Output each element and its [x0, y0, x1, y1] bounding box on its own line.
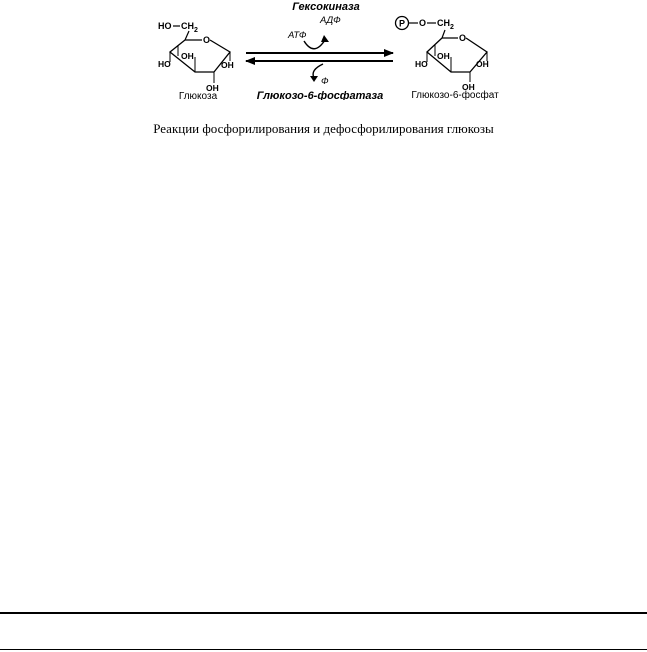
- hexokinase-label: Гексокиназа: [292, 1, 360, 13]
- glucose-phosphorylation-diagram: [0, 0, 647, 100]
- product-ch2-label: $CH_2$: [437, 18, 454, 31]
- glucose-ho-label: HO: [158, 21, 172, 31]
- product-oh-right: OH: [476, 59, 489, 69]
- glucose-ch2-bond: [185, 31, 189, 40]
- atp-label: АТФ: [288, 30, 307, 41]
- footer-bottom-rule: [0, 649, 647, 650]
- footer-top-rule: [0, 612, 647, 614]
- product-oh-bottom: OH: [462, 82, 475, 92]
- adp-label: АДФ: [320, 15, 341, 26]
- product-ring-oxygen: O: [459, 33, 467, 43]
- linking-oxygen: O: [419, 18, 427, 28]
- phosphate-arrowhead: [310, 76, 318, 82]
- glucose-name: Глюкоза: [178, 91, 218, 100]
- glucose-oh-right: OH: [221, 60, 234, 70]
- glucose-oh-mid: OH: [181, 51, 194, 61]
- glucose-6-phosphate-structure: [396, 17, 489, 93]
- glucose-oh-bottom: OH: [206, 83, 219, 93]
- glucose-ring-oxygen: O: [203, 35, 211, 45]
- product-ch2-bond: [442, 30, 445, 38]
- glucose-structure: [158, 21, 234, 93]
- atp-adp-arrowhead: [321, 35, 329, 42]
- product-oh-mid: OH: [437, 51, 450, 61]
- glucose-ch2-label: $CH_2$: [181, 21, 198, 34]
- figure-caption: Реакции фосфорилирования и дефосфорилирования глюкозы: [153, 121, 494, 136]
- phosphate-label: Ф: [321, 76, 329, 87]
- glucose-6-phosphate-name: Глюкозо-6-фосфат: [411, 90, 499, 100]
- phosphate-group-letter: P: [398, 18, 406, 29]
- product-ho-left: HO: [415, 59, 428, 69]
- glucose-ho-left: HO: [158, 59, 171, 69]
- glucose-6-phosphatase-label: Глюкозо-6-фосфатаза: [256, 90, 384, 100]
